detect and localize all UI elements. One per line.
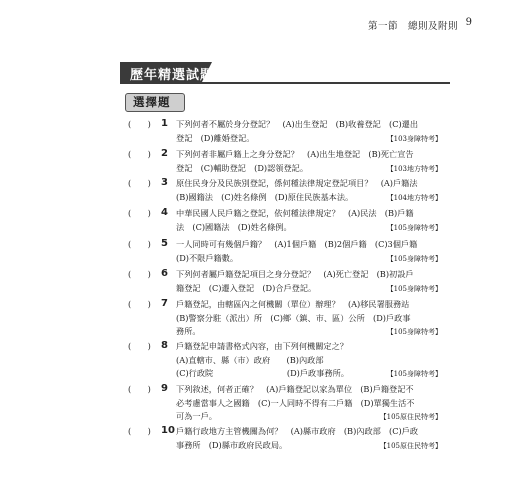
answer-parenthesis[interactable]: ( ) [128, 239, 151, 249]
question-body [176, 298, 442, 339]
question-line: (A)直轄市、縣（市）政府 (B)內政部 [176, 354, 324, 365]
question-line: 戶籍行政地方主管機關為何？ (A)縣市政府 (B)內政部 (C)戶政 [176, 426, 419, 436]
answer-parenthesis[interactable]: ( ) [128, 149, 151, 159]
answer-parenthesis[interactable]: ( ) [128, 178, 151, 188]
question-line: 事務所 (D)縣市政府民政局。 [176, 439, 288, 450]
question-body [176, 238, 442, 265]
question-number: 8 [161, 340, 168, 351]
exam-source-tag: 【105原住民特考】 [379, 413, 442, 421]
question-line: 務所。 [176, 326, 201, 336]
question-line: 原住民身分及民族別登記，係何種法律規定登記項目？ (A)戶籍法 [176, 178, 418, 188]
answer-parenthesis[interactable]: ( ) [128, 426, 151, 436]
exam-source-tag: 【105身障特考】 [386, 370, 442, 378]
question-body [176, 118, 442, 145]
question-number: 4 [161, 207, 168, 218]
question-line: 一人同時可有幾個戶籍？ (A)1個戶籍 (B)2個戶籍 (C)3個戶籍 [176, 239, 418, 249]
banner-title: 歷年精選試題 [130, 68, 215, 83]
question-line: (D)不限戶籍數。 [176, 252, 239, 263]
question-line: 下列敘述，何者正確？ (A)戶籍登記以家為單位 (B)戶籍登記不 [176, 384, 414, 394]
question-body [176, 207, 442, 234]
question-line: 必考慮當事人之國籍 (C)一人同時不得有二戶籍 (D)單獨生活不 [176, 397, 415, 408]
question-number: 9 [161, 383, 168, 394]
exam-source-tag: 【104地方特考】 [386, 193, 442, 202]
question-number: 5 [161, 238, 168, 249]
page-number: 9 [465, 17, 472, 28]
question-line: 戶籍登記，由轄區內之何機關（單位）辦理？ (A)移民署服務站 [176, 299, 410, 309]
answer-parenthesis[interactable]: ( ) [128, 269, 151, 279]
question-line: 下列何者屬戶籍登記項目之身分登記？ (A)死亡登記 (B)初設戶 [176, 269, 414, 279]
question-line: (C)行政院 (D)戶政事務所。 [176, 368, 349, 378]
question-number: 7 [161, 298, 168, 309]
question-body [176, 177, 442, 204]
banner-rule [200, 82, 450, 84]
question-line: 戶籍登記申請書格式內容，由下列何機關定之？ [176, 341, 348, 351]
answer-parenthesis[interactable]: ( ) [128, 299, 151, 309]
section-banner [120, 62, 450, 84]
answer-parenthesis[interactable]: ( ) [128, 208, 151, 218]
exam-source-tag: 【103地方特考】 [386, 164, 442, 173]
question-line: 下列何者非屬戶籍上之身分登記？ (A)出生地登記 (B)死亡宣告 [176, 149, 414, 159]
question-line: 登記 (D)離婚登記。 [176, 132, 255, 143]
answer-parenthesis[interactable]: ( ) [128, 341, 151, 351]
question-number: 10 [161, 425, 175, 436]
question-line: (B)警察分駐（派出）所 (C)鄉（鎮、市、區）公所 (D)戶政事 [176, 312, 411, 323]
question-line: 可為一戶。 [176, 411, 217, 421]
answer-parenthesis[interactable]: ( ) [128, 384, 151, 394]
question-body [176, 340, 442, 381]
question-line: 登記 (C)輔助登記 (D)認領登記。 [176, 162, 309, 173]
question-body [176, 268, 442, 295]
question-line: 籍登記 (C)遷入登記 (D)合戶登記。 [176, 282, 317, 293]
exam-source-tag: 【105身障特考】 [386, 223, 442, 232]
question-body [176, 383, 442, 424]
answer-parenthesis[interactable]: ( ) [128, 119, 151, 129]
question-number: 6 [161, 268, 168, 279]
subheading-title: 選擇題 [133, 95, 171, 109]
page-header [0, 0, 520, 42]
question-line: (B)國籍法 (C)姓名條例 (D)原住民族基本法。 [176, 191, 354, 202]
exam-source-tag: 【105身障特考】 [386, 284, 442, 293]
question-body [176, 425, 442, 452]
question-number: 3 [161, 177, 168, 188]
question-line: 法 (C)國籍法 (D)姓名條例。 [176, 221, 292, 232]
exam-source-tag: 【105身障特考】 [386, 254, 442, 263]
exam-source-tag: 【105身障特考】 [386, 328, 442, 336]
question-line: 下列何者不屬於身分登記？ (A)出生登記 (B)收養登記 (C)遷出 [176, 119, 419, 129]
question-line: 中華民國人民戶籍之登記，依何種法律規定？ (A)民法 (B)戶籍 [176, 208, 414, 218]
question-number: 2 [161, 148, 168, 159]
section-title: 第一節 總則及附則 [367, 21, 458, 32]
exam-source-tag: 【105原住民特考】 [379, 441, 442, 450]
question-number: 1 [161, 118, 168, 129]
exam-source-tag: 【103身障特考】 [386, 134, 442, 143]
question-body [176, 148, 442, 175]
